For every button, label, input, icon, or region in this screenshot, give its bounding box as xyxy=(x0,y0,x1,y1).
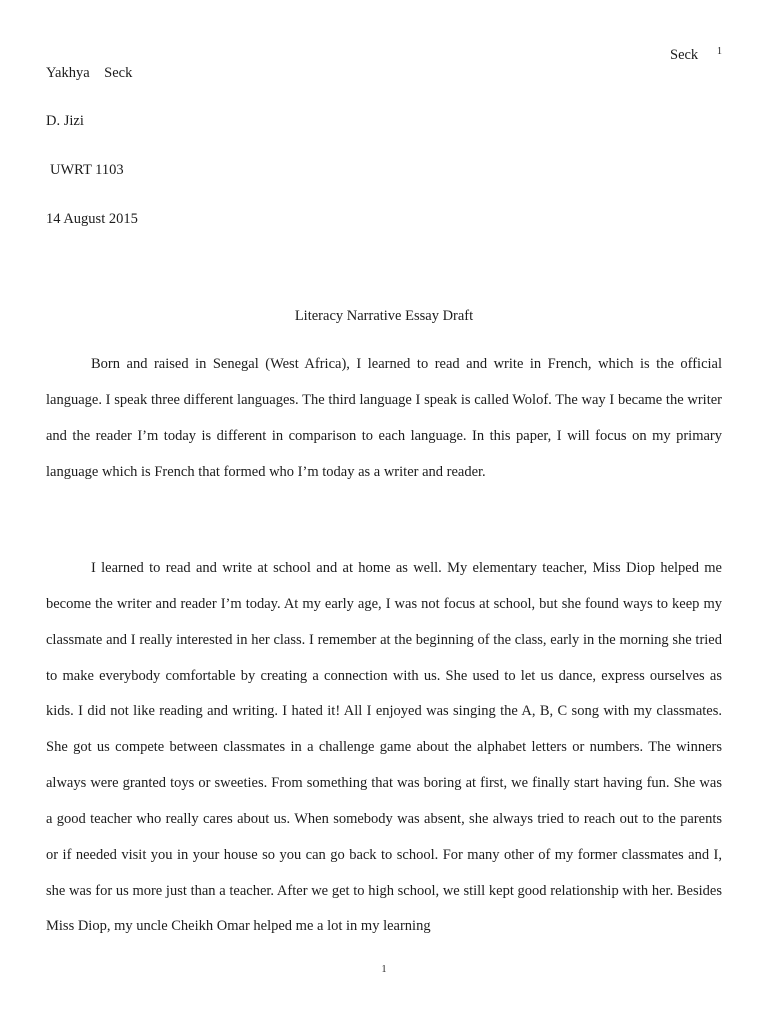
running-header-page-number: 1 xyxy=(717,46,722,57)
date-line: 14 August 2015 xyxy=(46,211,138,227)
essay-title: Literacy Narrative Essay Draft xyxy=(294,308,474,324)
author-name: Yakhya Seck xyxy=(46,65,133,81)
course-code: UWRT 1103 xyxy=(50,162,124,178)
footer-page-number: 1 xyxy=(381,964,387,975)
body-paragraph-2: I learned to read and write at school and at home as well. My elementary teacher, Miss Diop helped me become the writer and reader I’m today. At my early age, I was not focus at school, but she found ways to keep my classmate and I really interested in her class. I remember at the beginning of the class, early in the morning she tried to make everybody comfortable by creating a connection with us. She used to let us dance, express ourselves as kids. I did not like reading and writing. I hated it! All I enjoyed was singing the A, B, C song with my classmates. She got us compete between classmates in a challenge game about the alphabet letters or numbers. The winners always were granted toys or sweeties. From something that was boring at first, we finally start having fun. She was a good teacher who really cares about us. When somebody was absent, she always tried to reach out to the parents or if needed visit you in your house so you can go back to school. For many other of my former classmates and I, she was for us more just than a teacher. After we get to high school, we still kept good relationship with her. Besides Miss Diop, my uncle Cheikh Omar helped me a lot in my learning xyxy=(46,560,722,935)
running-header-name: Seck xyxy=(670,47,699,63)
body-paragraph-1: Born and raised in Senegal (West Africa), I learned to read and write in French, which is the official language. I speak three different languages. The third language I speak is called Wolof. The way I became the writer and the reader I’m today is different in comparison to each language. In this paper, I will focus on my primary language which is French that formed who I’m today as a writer and reader. xyxy=(46,356,722,480)
instructor-name: D. Jizi xyxy=(46,113,84,129)
